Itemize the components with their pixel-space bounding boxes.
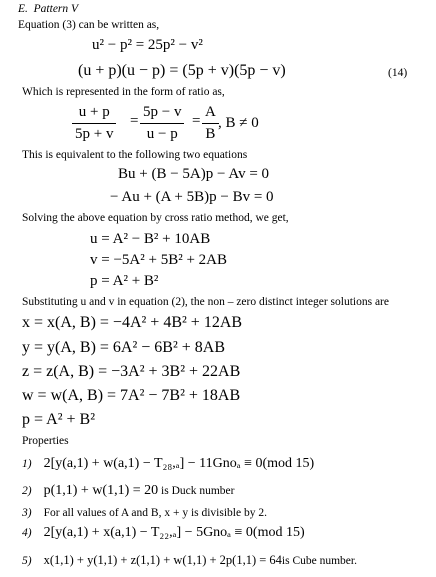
- result-p: p = A² + B²: [22, 411, 95, 428]
- section-label: E.: [18, 3, 28, 15]
- fraction-2-bar: [140, 123, 184, 124]
- property-expression: p(1,1) + w(1,1) = 20: [43, 483, 159, 498]
- intro-text: Equation (3) can be written as,: [18, 19, 160, 31]
- fraction-3-numerator: A: [205, 104, 216, 120]
- property-expression: For all values of A and B, x + y is divisible by 2.: [43, 507, 267, 519]
- equation-b: (u + p)(u − p) = (5p + v)(5p − v): [78, 62, 286, 79]
- section-title: Pattern V: [33, 3, 79, 15]
- solution-v: v = −5A² + 5B² + 2AB: [90, 252, 228, 268]
- result-y: y = y(A, B) = 6A² − 6B² + 8AB: [22, 339, 226, 356]
- ratio-condition: , B ≠ 0: [218, 115, 259, 131]
- equals-sign-1: =: [130, 113, 139, 129]
- equation-a: u² − p² = 25p² − v²: [92, 37, 203, 53]
- equation-d: − Au + (A + 5B)p − Bv = 0: [110, 189, 274, 205]
- fraction-2-numerator: 5p − v: [143, 104, 182, 120]
- equation-number: (14): [388, 67, 408, 79]
- fraction-3-bar: [202, 123, 219, 124]
- fraction-1-bar: [72, 123, 116, 124]
- solve-text: Solving the above equation by cross ratio method, we get,: [22, 212, 289, 224]
- ratio-intro-text: Which is represented in the form of ratio as,: [22, 86, 225, 98]
- fraction-2: [140, 104, 184, 143]
- property-number: 1): [22, 458, 32, 470]
- property-item: [22, 455, 314, 471]
- fraction-3: [202, 104, 219, 143]
- equation-c: Bu + (B − 5A)p − Av = 0: [118, 166, 270, 182]
- equals-sign-2: =: [192, 113, 201, 129]
- fraction-1: [72, 104, 116, 143]
- property-tail: is Duck number: [158, 485, 235, 497]
- substitution-text: Substituting u and v in equation (2), the non – zero distinct integer solutions are: [22, 296, 389, 308]
- result-z: z = z(A, B) = −3A² + 3B² + 22AB: [22, 363, 241, 380]
- solution-u: u = A² − B² + 10AB: [90, 231, 211, 247]
- fraction-3-denominator: B: [205, 126, 216, 142]
- property-item: [22, 524, 305, 540]
- solution-p: p = A² + B²: [90, 273, 159, 289]
- section-heading: [18, 4, 78, 16]
- result-x: x = x(A, B) = −4A² + 4B² + 12AB: [22, 314, 243, 331]
- property-number: 5): [22, 555, 32, 567]
- result-w: w = w(A, B) = 7A² − 7B² + 18AB: [22, 387, 241, 404]
- fraction-1-numerator: u + p: [78, 104, 110, 120]
- property-number: 2): [22, 485, 32, 497]
- property-item: [22, 482, 235, 498]
- property-tail: is Cube number.: [281, 555, 357, 567]
- property-item: [22, 504, 267, 520]
- fraction-1-denominator: 5p + v: [75, 126, 114, 142]
- equivalent-text: This is equivalent to the following two equations: [22, 149, 248, 161]
- property-item: [22, 552, 357, 568]
- property-expression: 2[y(a,1) + x(a,1) − T₂₂,ₐ] − 5Gnoₐ ≡ 0(mod 15): [43, 525, 305, 540]
- property-number: 4): [22, 527, 32, 539]
- properties-heading: Properties: [22, 435, 69, 447]
- property-expression: 2[y(a,1) + w(a,1) − T₂₈,ₐ] − 11Gnoₐ ≡ 0(mod 15): [43, 456, 315, 471]
- property-expression: x(1,1) + y(1,1) + z(1,1) + w(1,1) + 2p(1,1) = 64: [43, 553, 282, 567]
- property-number: 3): [22, 507, 32, 519]
- fraction-2-denominator: u − p: [146, 126, 178, 142]
